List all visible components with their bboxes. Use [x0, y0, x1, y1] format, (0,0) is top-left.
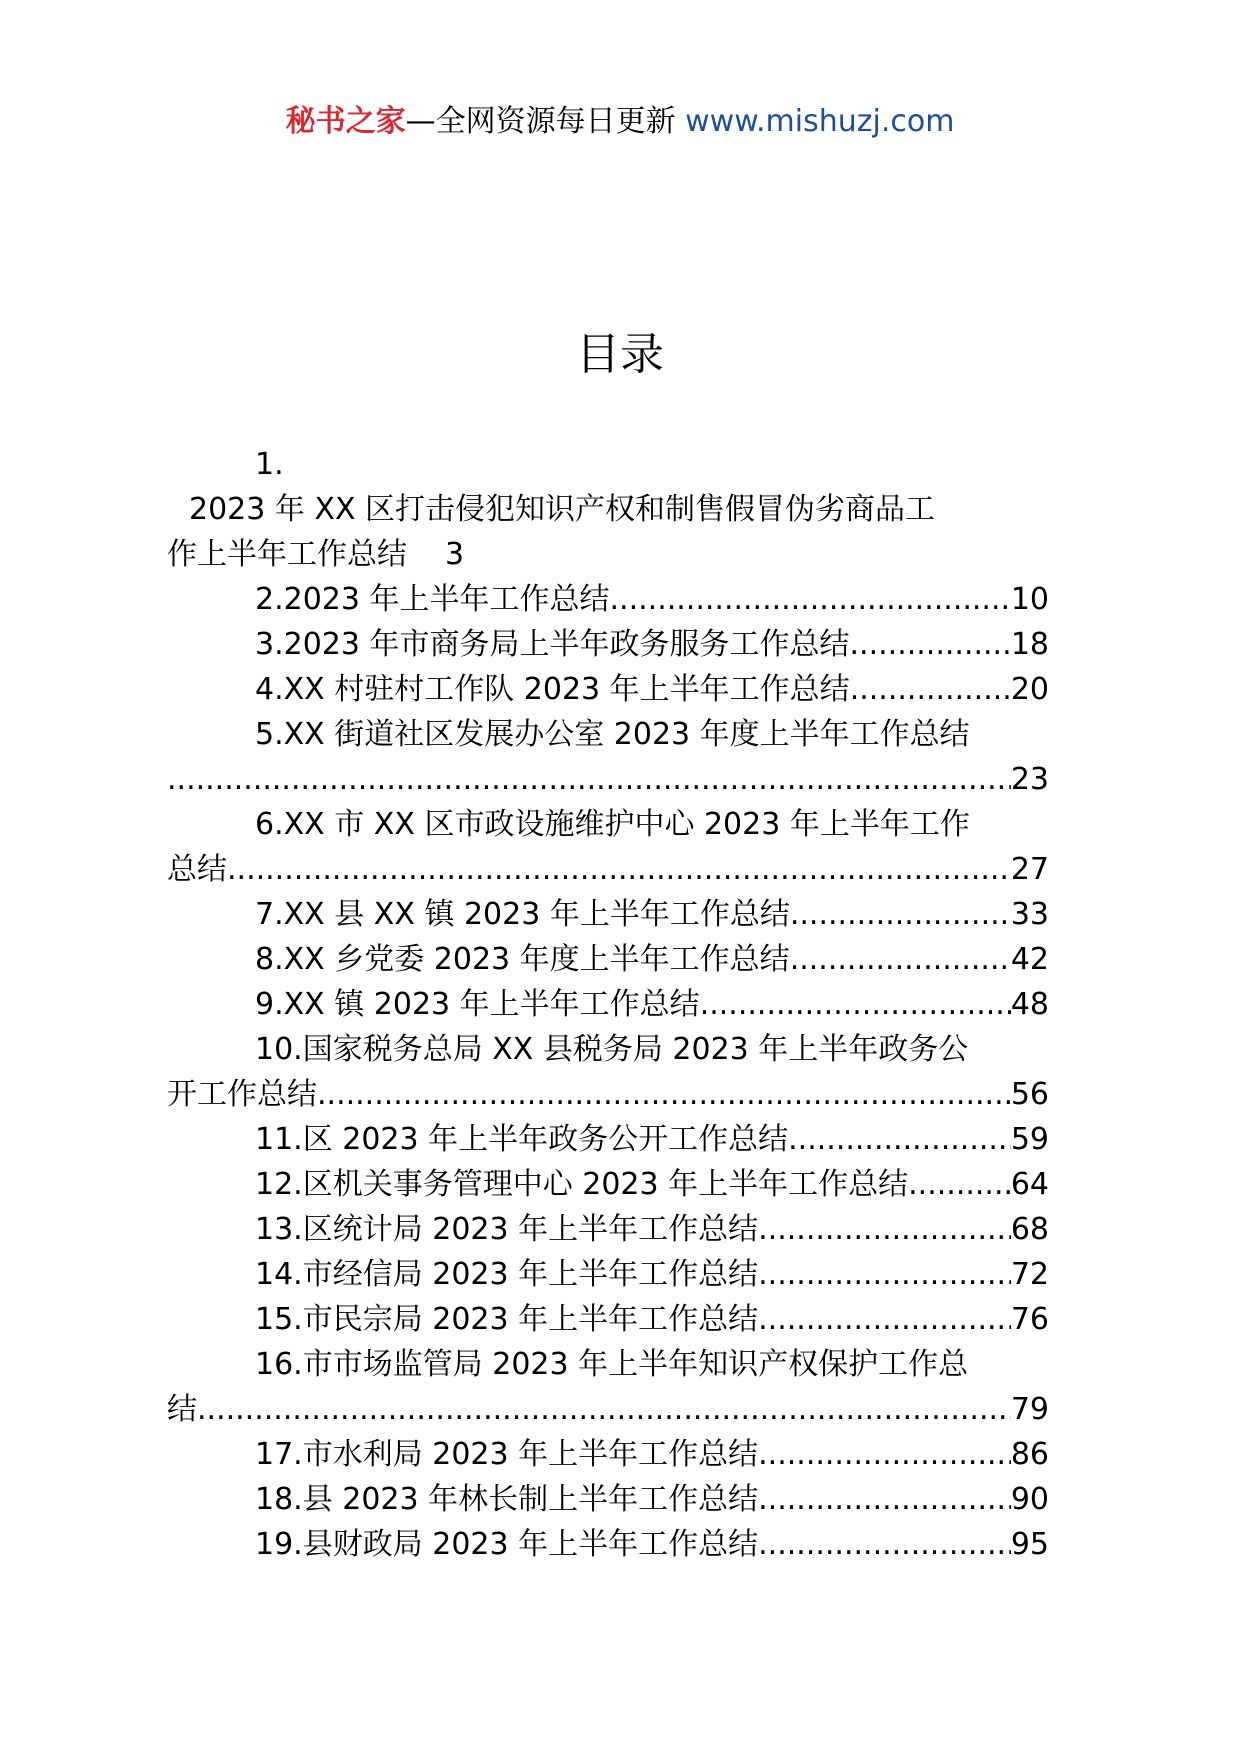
toc-entry-6[interactable]: 6.XX 市 XX 区市政设施维护中心 2023 年上半年工作: [255, 807, 970, 842]
toc-page-number: 59: [1010, 1122, 1049, 1157]
toc-entry-5[interactable]: 5.XX 街道社区发展办公室 2023 年度上半年工作总结: [255, 717, 970, 752]
toc-entry-17[interactable]: 17.市水利局 2023 年上半年工作总结 ..... 86: [189, 1432, 1049, 1477]
toc-page-number: 10: [1010, 582, 1049, 617]
toc-page-number: 79: [1010, 1392, 1049, 1427]
toc-page-number: 42: [1010, 942, 1049, 977]
toc-entry-1-number[interactable]: 1.: [255, 447, 284, 482]
toc-entry-15[interactable]: 15.市民宗局 2023 年上半年工作总结 ..... 76: [189, 1297, 1049, 1342]
toc-entry-16[interactable]: 16.市市场监管局 2023 年上半年知识产权保护工作总: [255, 1347, 969, 1382]
toc-entry-1-line-2[interactable]: 作上半年工作总结 3: [167, 532, 1049, 577]
toc-page-number: 76: [1010, 1302, 1049, 1337]
toc-entry-1-line-1[interactable]: 2023 年 XX 区打击侵犯知识产权和制售假冒伪劣商品工: [189, 492, 936, 527]
toc-page-number: 20: [1010, 672, 1049, 707]
toc-entry-7[interactable]: 7.XX 县 XX 镇 2023 年上半年工作总结 ..... 33: [189, 892, 1049, 937]
toc-page-number: 90: [1010, 1482, 1049, 1517]
toc-page-number: 18: [1010, 627, 1049, 662]
site-url-link[interactable]: www.mishuzj.com: [685, 104, 955, 139]
toc-entry-19[interactable]: 19.县财政局 2023 年上半年工作总结 ..... 95: [189, 1522, 1049, 1567]
toc-page-number: 86: [1010, 1437, 1049, 1472]
toc-page-number: 68: [1010, 1212, 1049, 1247]
toc-page-number: 72: [1010, 1257, 1049, 1292]
toc-entry-8[interactable]: 8.XX 乡党委 2023 年度上半年工作总结 ..... 42: [189, 937, 1049, 982]
toc-entry-9[interactable]: 9.XX 镇 2023 年上半年工作总结 ..... 48: [189, 982, 1049, 1027]
toc-entry-18[interactable]: 18.县 2023 年林长制上半年工作总结 ..... 90: [189, 1477, 1049, 1522]
site-brand: 秘书之家: [285, 104, 406, 139]
site-header: [0, 100, 1240, 144]
toc-page-number: 95: [1010, 1527, 1049, 1562]
toc-entry-14[interactable]: 14.市经信局 2023 年上半年工作总结 ..... 72: [189, 1252, 1049, 1297]
toc-entry-10[interactable]: 10.国家税务总局 XX 县税务局 2023 年上半年政务公: [255, 1032, 969, 1067]
toc-page-number: 3: [445, 537, 465, 572]
toc-entry-5-cont[interactable]: [167, 757, 1049, 802]
table-of-contents: [167, 442, 1049, 1567]
toc-entry-10-cont[interactable]: 开工作总结 ..... 56: [167, 1072, 1049, 1117]
toc-title: 目录: [576, 329, 664, 380]
toc-entry-3[interactable]: 3.2023 年市商务局上半年政务服务工作总结 ..... 18: [189, 622, 1049, 667]
toc-page-number: 27: [1010, 852, 1049, 887]
site-slogan: —全网资源每日更新: [405, 104, 676, 139]
toc-entry-12[interactable]: 12.区机关事务管理中心 2023 年上半年工作总结 ..... 64: [189, 1162, 1049, 1207]
toc-entry-11[interactable]: 11.区 2023 年上半年政务公开工作总结 ..... 59: [189, 1117, 1049, 1162]
toc-entry-4[interactable]: 4.XX 村驻村工作队 2023 年上半年工作总结 ..... 20: [189, 667, 1049, 712]
toc-entry-2[interactable]: 2.2023 年上半年工作总结 ..... 10: [189, 577, 1049, 622]
toc-page-number: 33: [1010, 897, 1049, 932]
toc-page-number: 48: [1010, 987, 1049, 1022]
toc-entry-13[interactable]: 13.区统计局 2023 年上半年工作总结 ..... 68: [189, 1207, 1049, 1252]
toc-entry-6-cont[interactable]: 总结 ..... 27: [167, 847, 1049, 892]
toc-page-number: 56: [1010, 1077, 1049, 1112]
toc-entry-16-cont[interactable]: 结 ..... 79: [167, 1387, 1049, 1432]
toc-page-number: 64: [1010, 1167, 1049, 1202]
toc-page-number: 23: [1010, 762, 1049, 797]
